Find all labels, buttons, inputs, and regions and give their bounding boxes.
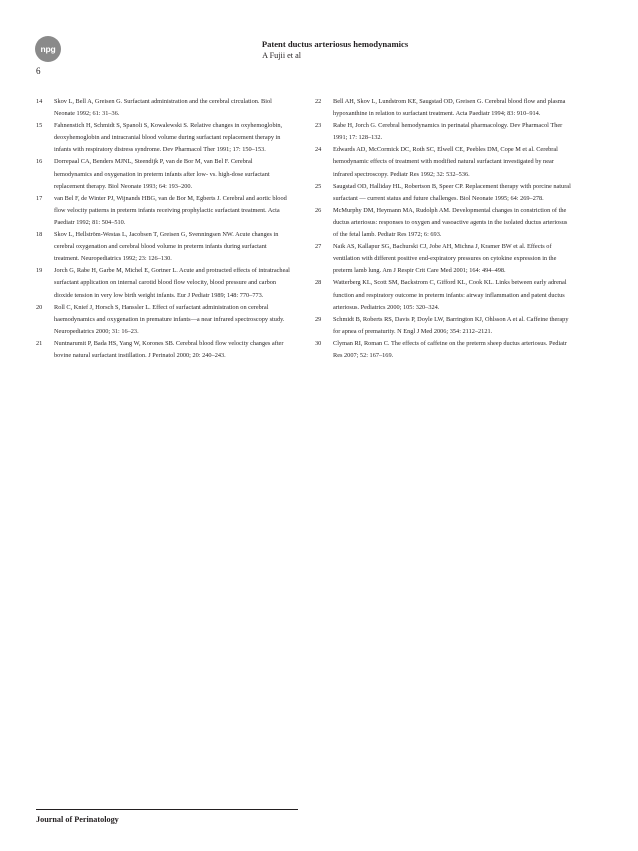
reference-text: Saugstad OD, Halliday HL, Robertson B, Speer CP. Replacement therapy with porcine natural surfactant — current status and future challenges. Biol Neonate 1995; 64: 269–278. bbox=[333, 182, 571, 202]
reference-item bbox=[315, 144, 571, 180]
footer-journal: Journal of Perinatology bbox=[36, 815, 119, 824]
reference-number: 21 bbox=[36, 339, 43, 347]
references-right-column bbox=[315, 96, 571, 362]
reference-item bbox=[36, 265, 292, 301]
reference-item bbox=[36, 302, 292, 338]
reference-item bbox=[36, 120, 292, 156]
reference-number: 15 bbox=[36, 122, 43, 130]
reference-text: Nuntnarumit P, Bada HS, Yang W, Korones SB. Cerebral blood flow velocity changes after bovine natural surfactant instillation. J Perinatol 2000; 20: 240–243. bbox=[54, 339, 284, 359]
reference-text: McMurphy DM, Heymann MA, Rudolph AM. Developmental changes in constriction of the ductus arteriosus: responses to oxygen and vasoactive agents in the isolated ductus arteriosus of the fetal lamb. Pediatr Res 1972; 6: 693. bbox=[333, 206, 568, 239]
reference-item bbox=[315, 96, 571, 120]
reference-number: 29 bbox=[315, 315, 322, 323]
reference-text: Edwards AD, McCormick DC, Roth SC, Elwell CE, Peebles DM, Cope M et al. Cerebral hemodynamic effects of treatment with modified natural surfactant investigated by near infrared spectroscopy. Pediatr Res 1992; 32: 532–536. bbox=[333, 146, 558, 178]
reference-number: 22 bbox=[315, 98, 322, 105]
reference-number: 19 bbox=[36, 267, 43, 275]
reference-text: Schmidt B, Roberts RS, Davis P, Doyle LW, Barrington KJ, Ohlsson A et al. Caffeine therapy for apnea of prematurity. N Engl J Med 2006; 354: 2112–2121. bbox=[333, 315, 569, 335]
reference-number: 23 bbox=[315, 122, 322, 130]
reference-item bbox=[36, 229, 292, 265]
reference-item bbox=[315, 120, 571, 144]
reference-text: Dorrepaal CA, Benders MJNL, Steendijk P, van de Bor M, van Bel F. Cerebral hemodynamics and oxygenation in preterm infants after low- vs. high-dose surfactant replacement therapy. Biol Neonate 1993; 64: 193–200. bbox=[54, 158, 270, 190]
reference-number: 28 bbox=[315, 279, 322, 287]
reference-text: Skov L, Bell A, Greisen G. Surfactant administration and the cerebral circulation. Biol Neonate 1992; 61: 31–36. bbox=[54, 98, 272, 118]
reference-text: Roll C, Knief J, Horsch S, Hanssler L. Effect of surfactant administration on cerebral haemodynamics and oxygenation in premature infants—a near infrared spectroscopy study. Neuropediatrics 2000; 31: 16–23. bbox=[54, 303, 285, 335]
reference-text: Watterberg KL, Scott SM, Backstrom C, Gifford KL, Cook KL. Links between early adrenal function and respiratory outcome in preterm infants: airway inflammation and patent ductus arteriosus. Pediatrics 2000; 105: 320–324. bbox=[333, 279, 567, 311]
reference-item bbox=[36, 338, 292, 362]
reference-number: 30 bbox=[315, 339, 322, 347]
reference-number: 14 bbox=[36, 98, 43, 105]
reference-item bbox=[315, 314, 571, 338]
reference-number: 25 bbox=[315, 182, 322, 190]
reference-text: Naik AS, Kallapur SG, Bachurski CJ, Jobe AH, Michna J, Kramer BW et al. Effects of ventilation with different positive end-expiratory pressures on cytokine expression in the preterm lamb lung. Am J Respir Crit Care Med 2001; 164: 494–498. bbox=[333, 243, 557, 275]
npg-logo: npg bbox=[35, 36, 61, 62]
footer-rule bbox=[36, 809, 298, 810]
reference-number: 26 bbox=[315, 206, 322, 214]
reference-text: Clyman RI, Roman C. The effects of caffeine on the preterm sheep ductus arteriosus. Pediatr Res 2007; 52: 167–169. bbox=[333, 339, 567, 359]
reference-number: 27 bbox=[315, 243, 322, 251]
reference-text: Bell AH, Skov L, Lundstrom KE, Saugstad OD, Greisen G. Cerebral blood flow and plasma hypoxanthine in relation to surfactant treatment. Acta Paediatr 1994; 83: 910–914. bbox=[333, 98, 566, 118]
reference-text: Skov L, Hellström-Westas L, Jacobsen T, Greisen G, Svenningsen NW. Acute changes in cerebral oxygenation and cerebral blood volume in preterm infants during surfactant treatment. Neuropediatrics 1992; 23: 126–130. bbox=[54, 231, 279, 263]
reference-item bbox=[315, 205, 571, 241]
reference-item bbox=[36, 156, 292, 192]
reference-number: 20 bbox=[36, 303, 43, 311]
reference-number: 17 bbox=[36, 194, 43, 202]
reference-item bbox=[36, 96, 292, 120]
references-left-column bbox=[36, 96, 292, 362]
reference-number: 24 bbox=[315, 146, 322, 154]
reference-item bbox=[315, 241, 571, 277]
reference-text: Fahnenstich H, Schmidt S, Spanoli S, Kowalewski S. Relative changes in oxyhemoglobin, deoxyhemoglobin and intracranial blood volume during surfactant replacement therapy in infants with respiratory distress syndrome. Dev Pharmacol Ther 1991; 17: 150–153. bbox=[54, 122, 283, 154]
reference-number: 16 bbox=[36, 158, 43, 166]
page-number: 6 bbox=[36, 66, 41, 76]
reference-text: van Bel F, de Winter PJ, Wijnands HBG, van de Bor M, Egberts J. Cerebral and aortic blood flow velocity patterns in preterm infants receiving prophylactic surfactant treatment. Acta Paediatr 1992; 81: 504–510. bbox=[54, 194, 287, 226]
reference-item bbox=[315, 181, 571, 205]
reference-item bbox=[315, 277, 571, 313]
running-authors: A Fujii et al bbox=[262, 51, 301, 60]
running-title: Patent ductus arteriosus hemodynamics bbox=[261, 39, 409, 49]
reference-number: 18 bbox=[36, 231, 43, 239]
reference-item bbox=[315, 338, 571, 362]
reference-text: Jorch G, Rabe H, Garbe M, Michel E, Gortner L. Acute and protracted effects of intratracheal surfactant application on internal carotid blood flow velocity, blood pressure and carbon dioxide tension in very low birth weight infants. Eur J Pediatr 1989; 148: 770–773. bbox=[54, 267, 290, 299]
reference-text: Rabe H, Jorch G. Cerebral hemodynamics in perinatal pharmacology. Dev Pharmacol Ther 1991; 17: 128–132. bbox=[333, 122, 563, 142]
reference-item bbox=[36, 193, 292, 229]
